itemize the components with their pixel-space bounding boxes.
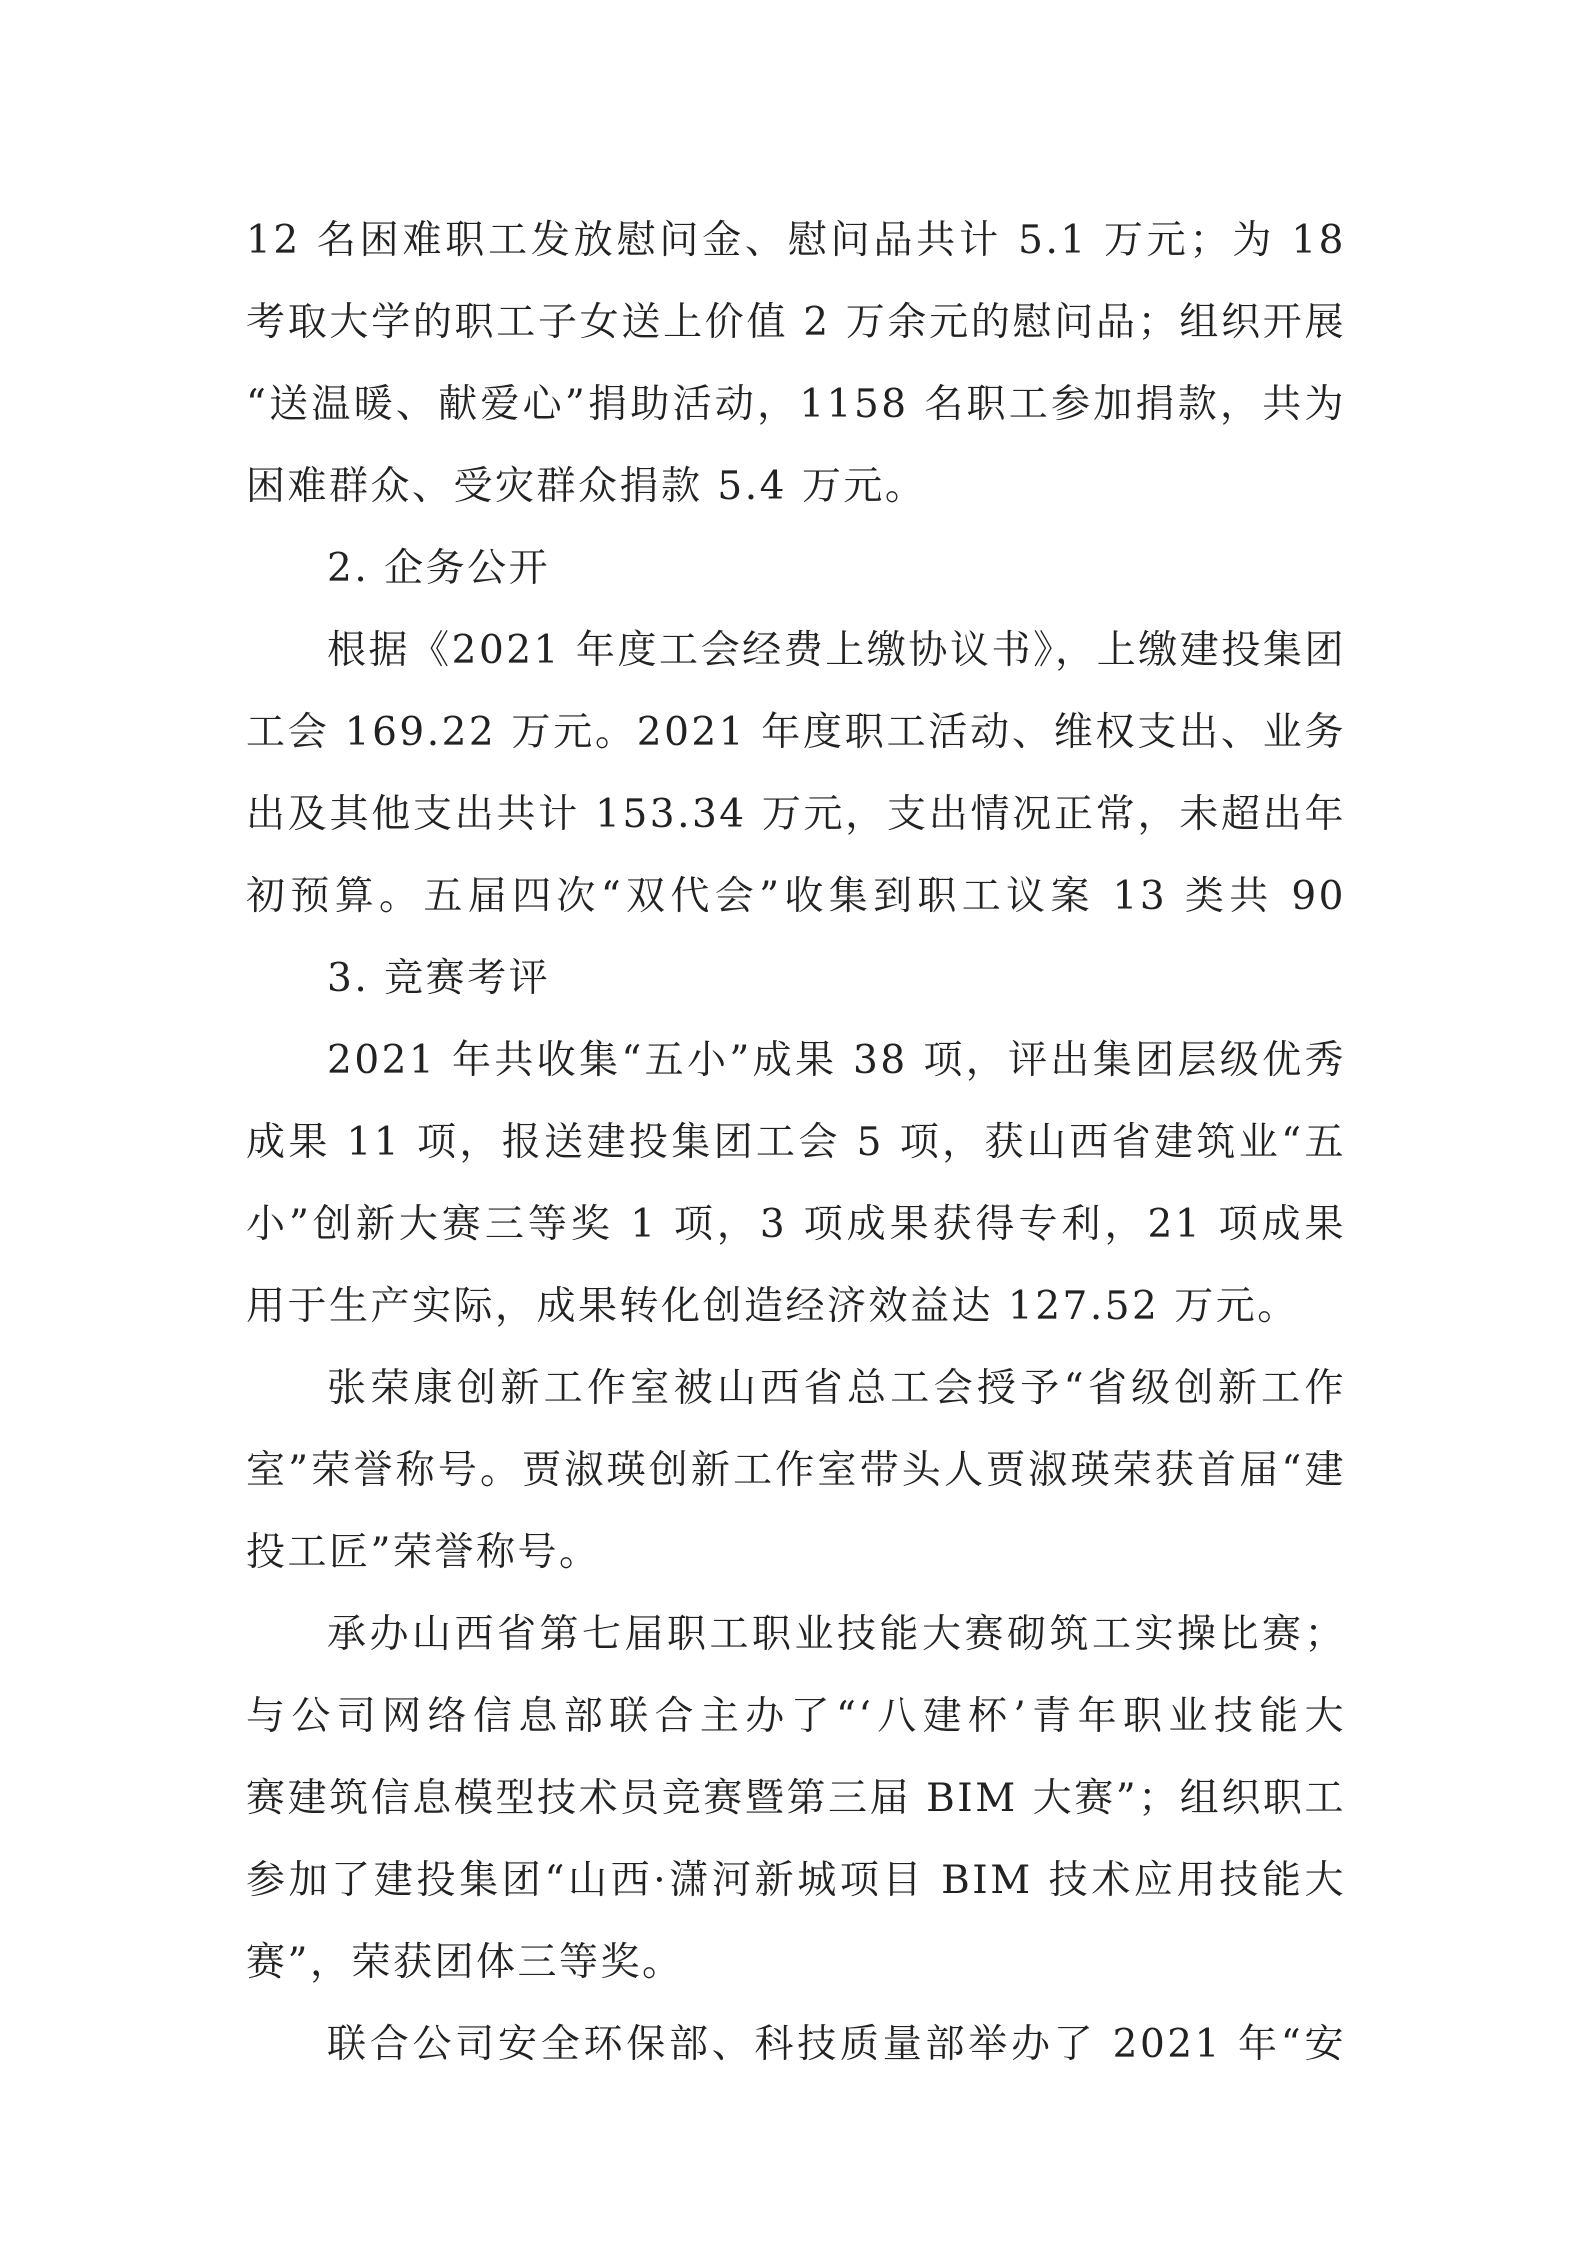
text-line-3: “送温暖、献爱心”捐助活动，1158 名职工参加捐款，共为 [246,382,1346,427]
text-line-6: 根据《2021 年度工会经费上缴协议书》，上缴建投集团 [327,628,1346,673]
section-heading-3: 3. 竞赛考评 [327,956,551,1001]
text-line-8: 出及其他支出共计 153.34 万元，支出情况正常，未超出年 [246,792,1346,837]
section-heading-2: 2. 企务公开 [327,546,551,591]
text-line-17: 投工匠”荣誉称号。 [246,1530,601,1575]
text-line-4: 困难群众、受灾群众捐款 5.4 万元。 [246,464,927,509]
text-line-14: 用于生产实际，成果转化创造经济效益达 127.52 万元。 [246,1284,1299,1329]
text-line-22: 赛”，荣获团体三等奖。 [246,1940,684,1985]
text-line-9: 初预算。五届四次“双代会”收集到职工议案 13 类共 90 [246,874,1346,919]
text-line-21: 参加了建投集团“山西·潇河新城项目 BIM 技术应用技能大 [246,1858,1346,1903]
text-line-23: 联合公司安全环保部、科技质量部举办了 2021 年“安 [327,2022,1346,2067]
text-line-11: 2021 年共收集“五小”成果 38 项，评出集团层级优秀 [327,1038,1346,1083]
text-line-15: 张荣康创新工作室被山西省总工会授予“省级创新工作 [327,1366,1346,1411]
text-line-2: 考取大学的职工子女送上价值 2 万余元的慰问品；组织开展 [246,300,1346,345]
text-line-19: 与公司网络信息部联合主办了“‘八建杯’青年职业技能大 [246,1694,1346,1739]
text-line-20: 赛建筑信息模型技术员竞赛暨第三届 BIM 大赛”；组织职工 [246,1776,1346,1821]
body-text [246,200,1346,2086]
text-line-16: 室”荣誉称号。贾淑瑛创新工作室带头人贾淑瑛荣获首届“建 [246,1448,1346,1493]
text-line-7: 工会 169.22 万元。2021 年度职工活动、维权支出、业务 [246,710,1346,755]
text-line-18: 承办山西省第七届职工职业技能大赛砌筑工实操比赛； [327,1612,1346,1657]
text-line-13: 小”创新大赛三等奖 1 项，3 项成果获得专利，21 项成果 [246,1202,1346,1247]
text-line-1: 12 名困难职工发放慰问金、慰问品共计 5.1 万元；为 18 [246,218,1346,263]
text-line-12: 成果 11 项，报送建投集团工会 5 项，获山西省建筑业“五 [246,1120,1346,1165]
